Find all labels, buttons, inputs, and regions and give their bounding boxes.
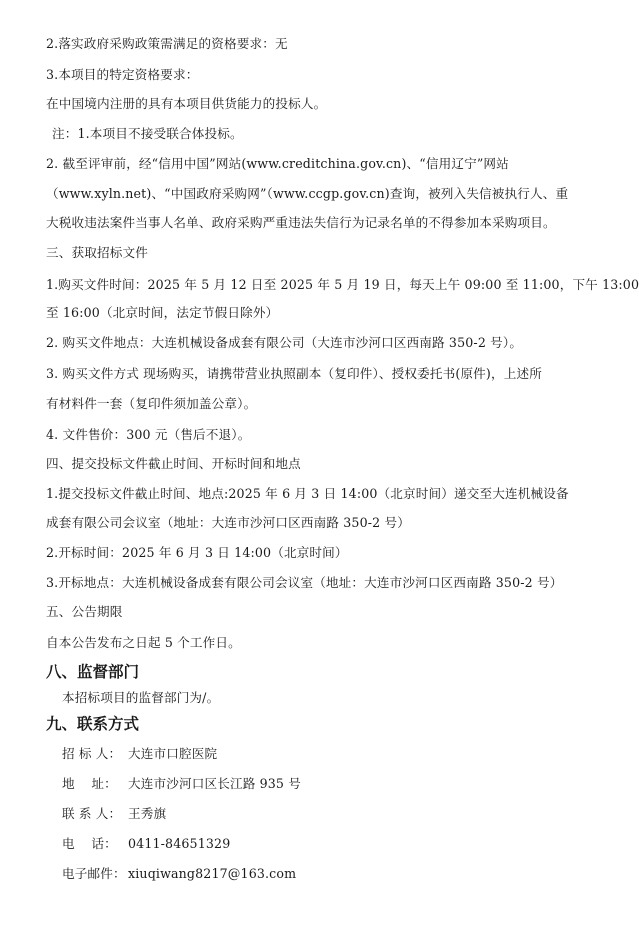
contact-label: 联 系 人： bbox=[62, 806, 122, 821]
contact-row bbox=[62, 776, 301, 792]
contact-value: 大连市沙河口区长江路 935 号 bbox=[128, 776, 301, 791]
email-link[interactable]: xiuqiwang8217@163.com bbox=[128, 866, 297, 881]
text-line: 3. 购买文件方式 现场购买，请携带营业执照副本（复印件）、授权委托书(原件)，上述所 bbox=[46, 366, 542, 381]
contact-row bbox=[62, 866, 296, 882]
text-line: （www.xyln.net)、“中国政府采购网”（www.ccgp.gov.cn)查询，被列入失信被执行人、重 bbox=[46, 186, 569, 201]
contact-row bbox=[62, 806, 166, 822]
text-line: 1.购买文件时间：2025 年 5 月 12 日至 2025 年 5 月 19 日，每天上午 09:00 至 11:00，下午 13:00 bbox=[46, 277, 639, 292]
text-line: 2. 截至评审前，经“信用中国”网站(www.creditchina.gov.cn)、“信用辽宁”网站 bbox=[46, 156, 509, 171]
text-line: 3.开标地点：大连机械设备成套有限公司会议室（地址：大连市沙河口区西南路 350-2 号） bbox=[46, 575, 563, 590]
text-line: 2. 购买文件地点：大连机械设备成套有限公司（大连市沙河口区西南路 350-2 号）。 bbox=[46, 335, 523, 350]
text-line: 2.落实政府采购政策需满足的资格要求：无 bbox=[46, 36, 288, 51]
text-line: 有材料件一套（复印件须加盖公章）。 bbox=[46, 396, 257, 411]
contact-label: 招 标 人： bbox=[62, 746, 122, 761]
text-line: 2.开标时间：2025 年 6 月 3 日 14:00（北京时间） bbox=[46, 545, 348, 560]
contact-value: 0411-84651329 bbox=[128, 836, 231, 851]
text-line: 至 16:00（北京时间，法定节假日除外） bbox=[46, 305, 279, 320]
text-line: 大税收违法案件当事人名单、政府采购严重违法失信行为记录名单的不得参加本采购项目。 bbox=[46, 215, 556, 230]
contact-value: 王秀旗 bbox=[128, 806, 167, 821]
section8-heading: 八、监督部门 bbox=[46, 663, 140, 681]
contact-label: 电 话： bbox=[62, 836, 117, 851]
contact-row bbox=[62, 746, 217, 762]
contact-label: 电子邮件： bbox=[62, 866, 126, 881]
contact-label: 地 址： bbox=[62, 776, 117, 791]
text-line: 1.提交投标文件截止时间、地点:2025 年 6 月 3 日 14:00（北京时间）递交至大连机械设备 bbox=[46, 486, 569, 501]
section9-heading: 九、联系方式 bbox=[46, 715, 140, 733]
text-line: 注：1.本项目不接受联合体投标。 bbox=[52, 126, 243, 141]
section-heading: 四、提交投标文件截止时间、开标时间和地点 bbox=[46, 456, 301, 471]
section-heading: 三、获取招标文件 bbox=[46, 245, 148, 260]
section8-text: 本招标项目的监督部门为/。 bbox=[62, 690, 220, 705]
text-line: 成套有限公司会议室（地址：大连市沙河口区西南路 350-2 号） bbox=[46, 515, 410, 530]
text-line: 在中国境内注册的具有本项目供货能力的投标人。 bbox=[46, 96, 327, 111]
contact-value: 大连市口腔医院 bbox=[128, 746, 218, 761]
text-line: 3.本项目的特定资格要求： bbox=[46, 67, 199, 82]
text-line: 自本公告发布之日起 5 个工作日。 bbox=[46, 635, 241, 650]
contact-row bbox=[62, 836, 230, 852]
text-line: 4. 文件售价：300 元（售后不退）。 bbox=[46, 427, 251, 442]
section-heading: 五、公告期限 bbox=[46, 604, 123, 619]
